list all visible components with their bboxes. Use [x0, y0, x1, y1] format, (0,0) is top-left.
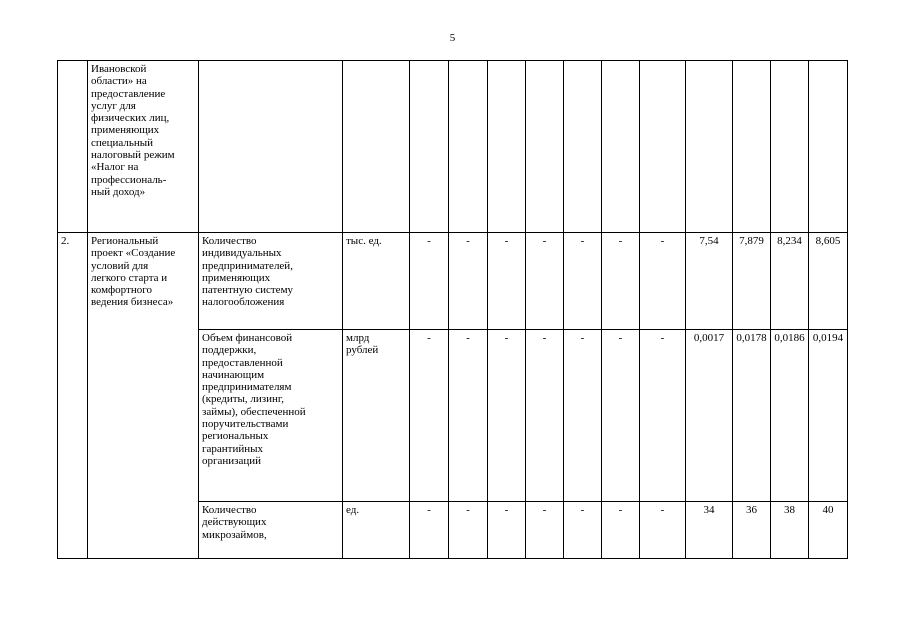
page-number: 5	[449, 32, 456, 44]
indicators-table	[57, 60, 848, 559]
unit-cell	[343, 61, 410, 233]
value-cell: 36	[733, 502, 771, 559]
value-cell: 38	[771, 502, 809, 559]
unit-cell: млрд рублей	[343, 330, 410, 502]
value-cell: -	[640, 330, 686, 502]
value-cell: -	[602, 233, 640, 330]
value-cell: 34	[686, 502, 733, 559]
indicator-cell: Количество индивидуальных предпринимателей, применяющих патентную систему налогообложения	[199, 233, 343, 330]
value-cell: -	[564, 502, 602, 559]
value-cell: -	[526, 330, 564, 502]
value-cell: -	[564, 330, 602, 502]
value-cell: 8,605	[809, 233, 848, 330]
value-cell: -	[526, 233, 564, 330]
value-cell: 40	[809, 502, 848, 559]
value-cell: -	[488, 330, 526, 502]
value-cell	[771, 61, 809, 233]
value-cell: -	[640, 502, 686, 559]
value-cell: 0,0017	[686, 330, 733, 502]
unit-cell: ед.	[343, 502, 410, 559]
value-cell: -	[602, 502, 640, 559]
table-row	[58, 233, 848, 330]
value-cell	[488, 61, 526, 233]
unit-cell: тыс. ед.	[343, 233, 410, 330]
value-cell: -	[449, 233, 488, 330]
project-name-cell: Региональный проект «Создание условий для легкого старта и комфортного ведения бизнеса»	[88, 233, 199, 559]
value-cell	[449, 61, 488, 233]
value-cell	[564, 61, 602, 233]
value-cell: -	[488, 502, 526, 559]
value-cell: -	[640, 233, 686, 330]
value-cell: 0,0186	[771, 330, 809, 502]
value-cell	[733, 61, 771, 233]
value-cell: -	[410, 233, 449, 330]
value-cell: 7,54	[686, 233, 733, 330]
value-cell	[809, 61, 848, 233]
value-cell: -	[449, 502, 488, 559]
value-cell	[602, 61, 640, 233]
value-cell: -	[449, 330, 488, 502]
value-cell: 0,0194	[809, 330, 848, 502]
value-cell	[526, 61, 564, 233]
value-cell: -	[526, 502, 564, 559]
value-cell	[640, 61, 686, 233]
indicator-cell: Количество действующих микрозаймов,	[199, 502, 343, 559]
row-number-cell	[58, 61, 88, 233]
table-row	[58, 61, 848, 233]
value-cell	[686, 61, 733, 233]
value-cell: 0,0178	[733, 330, 771, 502]
row-number-cell: 2.	[58, 233, 88, 559]
value-cell: 7,879	[733, 233, 771, 330]
value-cell: -	[602, 330, 640, 502]
value-cell: -	[488, 233, 526, 330]
value-cell: -	[410, 502, 449, 559]
project-name-cell: Ивановской области» на предоставление услуг для физических лиц, применяющих специальный налоговый режим «Налог на профессиональ- ный доход»	[88, 61, 199, 233]
value-cell: 8,234	[771, 233, 809, 330]
value-cell: -	[564, 233, 602, 330]
value-cell: -	[410, 330, 449, 502]
indicator-cell	[199, 61, 343, 233]
indicator-cell: Объем финансовой поддержки, предоставленной начинающим предпринимателям (кредиты, лизинг, займы), обеспеченной поручительствами региональных гарантийных организаций	[199, 330, 343, 502]
value-cell	[410, 61, 449, 233]
